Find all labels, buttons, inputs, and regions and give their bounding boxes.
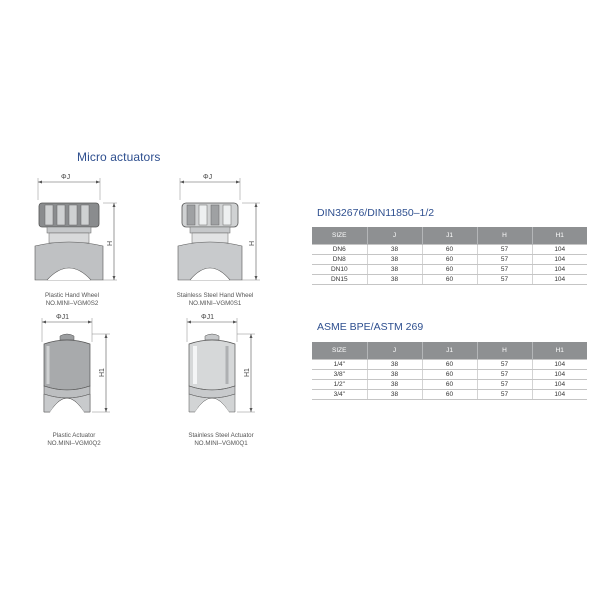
table-row: DN6 38 60 57 104 — [312, 244, 587, 254]
table-row: 1/2" 38 60 57 104 — [312, 379, 587, 389]
table-row: DN15 38 60 57 104 — [312, 274, 587, 284]
column-header: J1 — [422, 227, 477, 244]
plastic-hand-wheel-drawing — [25, 170, 125, 285]
dim-top-label: ΦJ — [203, 174, 213, 181]
asme-dimension-table — [312, 342, 587, 400]
column-header: H — [477, 227, 532, 244]
asme-table-title: ASME BPE/ASTM 269 — [317, 321, 424, 333]
din-dimension-table — [312, 227, 587, 285]
dim-side-label: H1 — [244, 368, 251, 377]
hand-wheel-diagram — [170, 170, 270, 285]
actuator-diagram — [30, 312, 125, 427]
dim-top-label: ΦJ — [61, 174, 71, 181]
actuator-diagram — [175, 312, 270, 427]
page-title: Micro actuators — [77, 150, 161, 164]
plastic-hand-wheel-caption: Plastic Hand Wheel NO.MINI–VGM0S2 — [45, 292, 99, 307]
column-header: H — [477, 342, 532, 359]
table-row: 3/4" 38 60 57 104 — [312, 389, 587, 399]
dim-top-label: ΦJ1 — [56, 314, 69, 321]
column-header: J — [367, 227, 422, 244]
steel-actuator-caption: Stainless Steel Actuator NO.MINI–VGM0Q1 — [188, 432, 254, 447]
table-row: 1/4" 38 60 57 104 — [312, 359, 587, 369]
hand-wheel-diagram — [25, 170, 125, 285]
table-row: DN10 38 60 57 104 — [312, 264, 587, 274]
column-header: SIZE — [312, 342, 367, 359]
steel-hand-wheel-drawing — [170, 170, 270, 285]
steel-actuator-drawing — [175, 312, 270, 427]
column-header: H1 — [532, 342, 587, 359]
column-header: J1 — [422, 342, 477, 359]
dim-top-label: ΦJ1 — [201, 314, 214, 321]
column-header: SIZE — [312, 227, 367, 244]
dim-side-label: H — [107, 240, 114, 246]
column-header: H1 — [532, 227, 587, 244]
column-header: J — [367, 342, 422, 359]
dim-side-label: H — [249, 240, 256, 246]
table-header-row — [312, 342, 587, 359]
table-row: 3/8" 38 60 57 104 — [312, 369, 587, 379]
table-row: DN8 38 60 57 104 — [312, 254, 587, 264]
plastic-actuator-caption: Plastic Actuator NO.MINI–VGM0Q2 — [47, 432, 101, 447]
table-header-row — [312, 227, 587, 244]
din-table-title: DIN32676/DIN11850–1/2 — [317, 207, 435, 219]
plastic-actuator-drawing — [30, 312, 125, 427]
steel-hand-wheel-caption: Stainless Steel Hand Wheel NO.MINI–VGM0S1 — [176, 292, 254, 307]
dim-side-label: H1 — [99, 368, 106, 377]
